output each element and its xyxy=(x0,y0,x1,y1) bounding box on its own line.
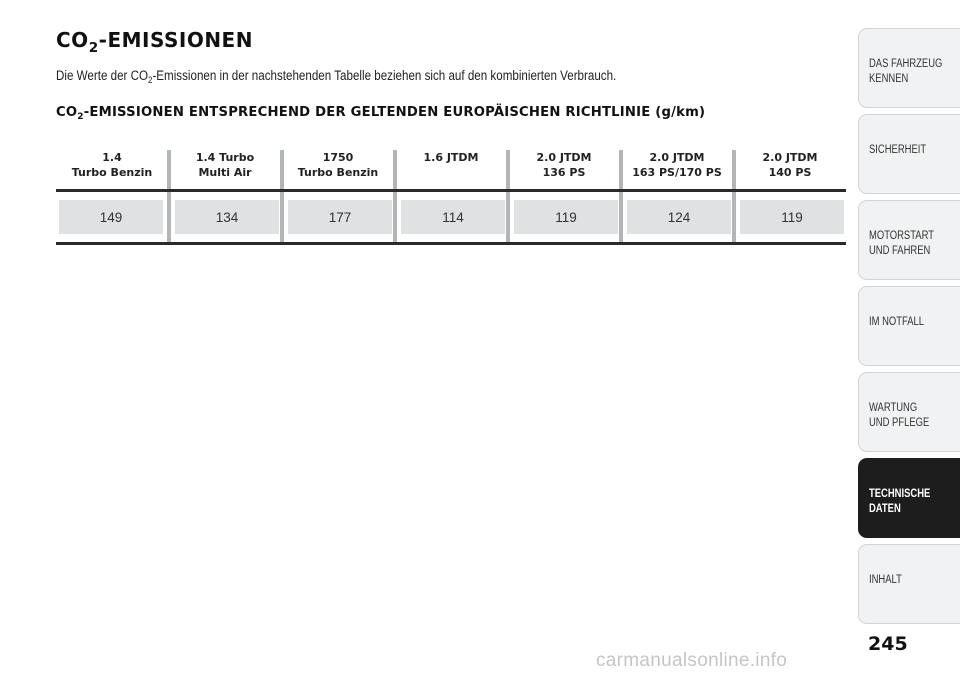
tab-label: MOTORSTART UND FAHREN xyxy=(869,230,934,257)
tab-sicherheit[interactable] xyxy=(858,114,960,194)
column-separator xyxy=(393,150,397,245)
table-bottom-rule xyxy=(56,242,846,245)
column-separator xyxy=(506,150,510,245)
column-separator xyxy=(732,150,736,245)
page-title: $CO_2$-EMISSIONEN xyxy=(56,28,253,56)
tab-label: SICHERHEIT xyxy=(869,144,927,156)
table-cell: 134 xyxy=(175,200,279,234)
table-cell: 177 xyxy=(288,200,392,234)
tab-inhalt[interactable] xyxy=(858,544,960,624)
tab-wartung-und-pflege[interactable] xyxy=(858,372,960,452)
column-header: 2.0 JTDM 163 PS/170 PS xyxy=(632,151,722,179)
watermark: carmanualsonline.info xyxy=(596,650,788,671)
tab-label: WARTUNG UND PFLEGE xyxy=(869,402,930,429)
emissions-table xyxy=(56,150,846,245)
column-separator xyxy=(280,150,284,245)
column-separator xyxy=(167,150,171,245)
column-header: 1.4 Turbo Multi Air xyxy=(195,151,255,179)
tab-technische-daten[interactable] xyxy=(858,458,960,538)
tab-das-fahrzeug-kennen[interactable] xyxy=(858,28,960,108)
tab-label: INHALT xyxy=(869,574,902,586)
table-cell: 119 xyxy=(514,200,618,234)
column-header: 2.0 JTDM 140 PS xyxy=(762,151,818,179)
intro-paragraph: Die Werte der $CO_2$-Emissionen in der nachstehenden Tabelle beziehen sich auf den kombinierten Verbrauch. xyxy=(56,68,617,86)
tab-label: IM NOTFALL xyxy=(869,316,925,328)
tab-label: TECHNISCHE DATEN xyxy=(869,488,931,515)
table-cell: 119 xyxy=(740,200,844,234)
table-cell: 149 xyxy=(59,200,163,234)
table-header-row xyxy=(56,150,846,188)
table-cell: 114 xyxy=(401,200,505,234)
column-separator xyxy=(619,150,623,245)
column-header: 1.6 JTDM xyxy=(423,151,479,164)
column-header: 1.4 Turbo Benzin xyxy=(71,151,153,179)
table-cell: 124 xyxy=(627,200,731,234)
table-top-rule xyxy=(56,189,846,192)
page-number: 245 xyxy=(868,633,908,655)
column-header: 1750 Turbo Benzin xyxy=(297,151,379,179)
tab-im-notfall[interactable] xyxy=(858,286,960,366)
tab-motorstart-und-fahren[interactable] xyxy=(858,200,960,280)
tab-label: DAS FAHRZEUG KENNEN xyxy=(869,58,943,85)
table-title: $CO_2$-EMISSIONEN ENTSPRECHEND DER GELTENDEN EUROPÄISCHEN RICHTLINIE (g/km) xyxy=(56,105,706,123)
column-header: 2.0 JTDM 136 PS xyxy=(536,151,592,179)
